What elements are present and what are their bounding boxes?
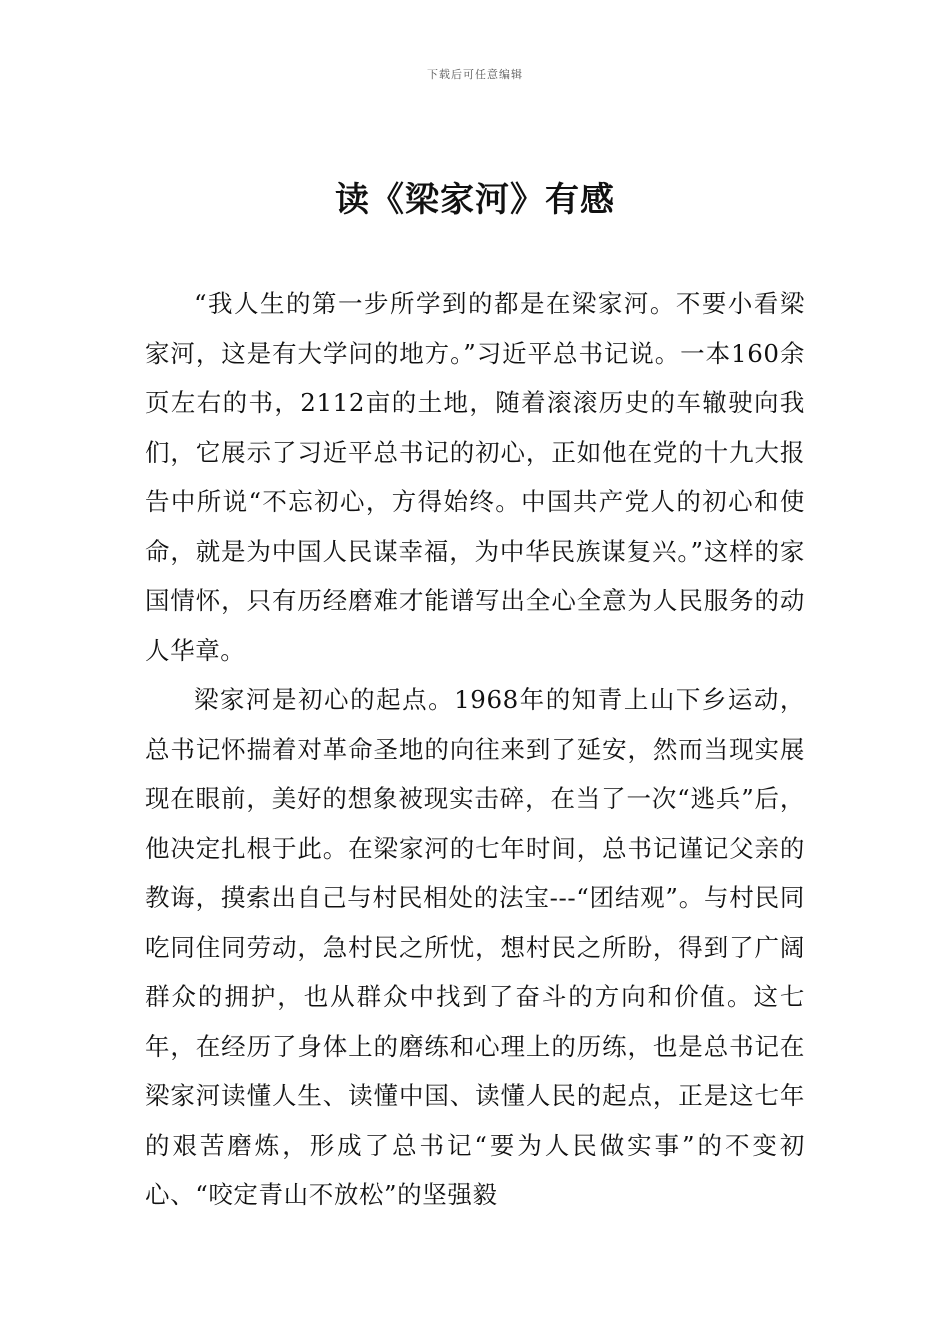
header-note: 下载后可任意编辑 (427, 68, 523, 81)
paragraph-1: “我人生的第一步所学到的都是在梁家河。不要小看梁家河，这是有大学问的地方。”习近平总书记说。一本160余页左右的书，2112亩的土地，随着滚滚历史的车辙驶向我们，它展示了习近平总书记的初心，正如他在党的十九大报告中所说“不忘初心，方得始终。中国共产党人的初心和使命，就是为中国人民谋幸福，为中华民族谋复兴。”这样的家国情怀，只有历经磨难才能谱写出全心全意为人民服务的动人华章。 (145, 289, 805, 665)
document-body (145, 279, 805, 1220)
document-title: 读《梁家河》有感 (335, 180, 615, 220)
paragraph-2: 梁家河是初心的起点。1968年的知青上山下乡运动，总书记怀揣着对革命圣地的向往来到了延安，然而当现实展现在眼前，美好的想象被现实击碎，在当了一次“逃兵”后，他决定扎根于此。在梁家河的七年时间，总书记谨记父亲的教诲，摸索出自己与村民相处的法宝---“团结观”。与村民同吃同住同劳动，急村民之所忧，想村民之所盼，得到了广阔群众的拥护，也从群众中找到了奋斗的方向和价值。这七年，在经历了身体上的磨练和心理上的历练，也是总书记在梁家河读懂人生、读懂中国、读懂人民的起点，正是这七年的艰苦磨炼，形成了总书记“要为人民做实事”的不变初心、“咬定青山不放松”的坚强毅 (145, 685, 805, 1209)
